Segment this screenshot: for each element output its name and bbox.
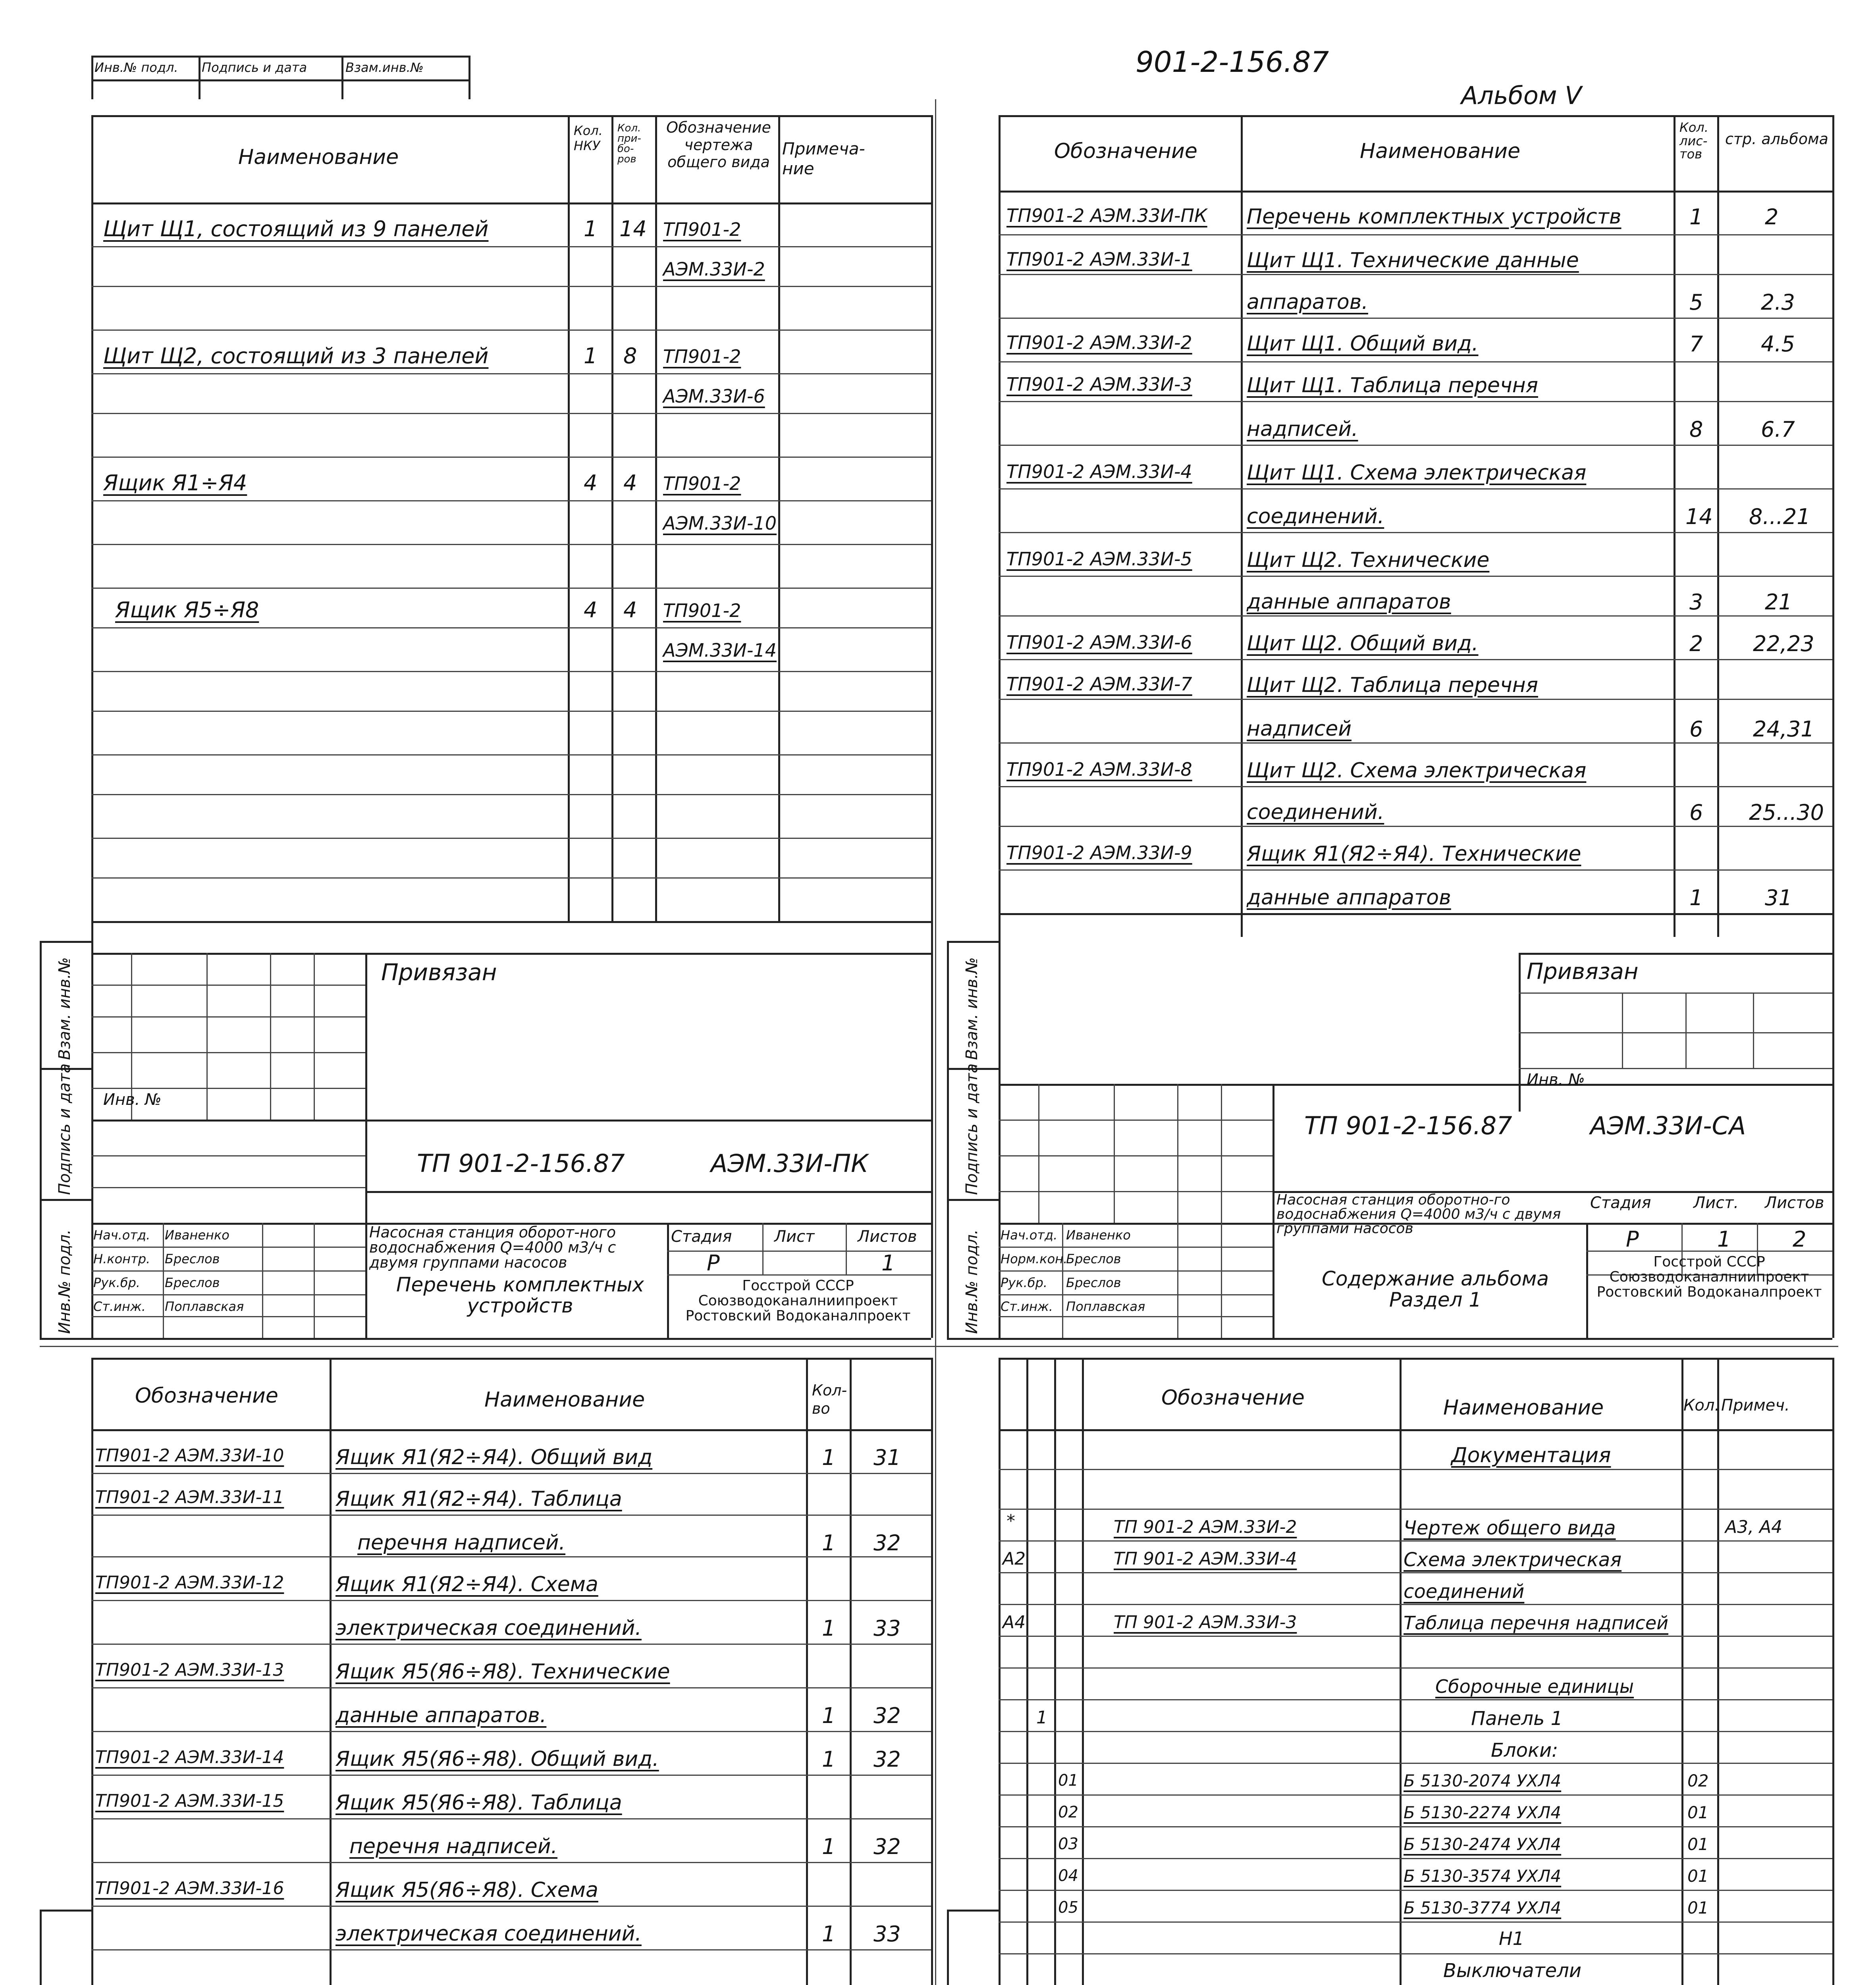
q2-row-name: Щит Щ2. Общий вид.	[1247, 632, 1479, 655]
q3-row-oboz: ТП901-2 АЭМ.33И-12	[95, 1573, 284, 1593]
q2-person-name: Иваненко	[1066, 1228, 1131, 1243]
q2-row-str: 25...30	[1749, 800, 1824, 825]
q1-stage: Р	[707, 1251, 720, 1276]
q2-header-oboz: Обозначение	[1054, 139, 1197, 163]
q4-row-poz: 02	[1058, 1803, 1078, 1821]
q3-row-oboz: ТП901-2 АЭМ.33И-16	[95, 1878, 284, 1898]
q2-header-name: Наименование	[1360, 139, 1521, 163]
q1-row-kol: 4	[584, 470, 598, 495]
q1-row-oboz2: АЭМ.33И-10	[663, 513, 777, 534]
q1-inv: Инв. №	[103, 1091, 162, 1109]
q4-row-kol: 02	[1687, 1771, 1709, 1790]
q2-row-name: Ящик Я1(Я2÷Я4). Технические	[1247, 842, 1581, 866]
q2-sheets-h: Листов	[1765, 1194, 1824, 1212]
q3-header-name: Наименование	[484, 1388, 645, 1412]
q4-row-kol: 01	[1687, 1866, 1709, 1886]
q3-row-kol: 1	[822, 1747, 836, 1772]
q2-row-name: надписей.	[1247, 417, 1358, 441]
q3-row-name: Ящик Я1(Я2÷Я4). Таблица	[335, 1487, 622, 1511]
q4-row-name: Выключатели	[1443, 1960, 1582, 1982]
q2-row-kol: 6	[1689, 717, 1703, 742]
q4-row-name: Панель 1	[1471, 1707, 1563, 1730]
q4-header-name: Наименование	[1443, 1396, 1604, 1420]
q2-row-name: соединений.	[1247, 505, 1384, 528]
q4-row-name: Б 5130-3574 УХЛ4	[1404, 1866, 1562, 1886]
q2-stage: Р	[1626, 1227, 1639, 1252]
q1-sheet	[40, 99, 935, 1346]
q2-row-name: аппаратов.	[1247, 290, 1368, 314]
q2-row-kol: 1	[1689, 885, 1703, 910]
q4-row-poz: 01	[1058, 1771, 1078, 1790]
q2-row-oboz: ТП901-2 АЭМ.33И-6	[1006, 632, 1192, 653]
q4-row-name: Схема электрическая	[1404, 1549, 1622, 1571]
q1-row-kol: 1	[584, 343, 598, 368]
q3-sheet	[40, 1358, 935, 1985]
q3-row-name: электрическая соединений.	[335, 1922, 642, 1946]
q4-row-name: Чертеж общего вида	[1404, 1517, 1616, 1539]
q2-row-oboz: ТП901-2 АЭМ.33И-4	[1006, 461, 1192, 482]
vertical-separator	[935, 99, 936, 1985]
q2-row-oboz: ТП901-2 АЭМ.33И-7	[1006, 673, 1192, 695]
q4-row-prim: А3, А4	[1725, 1517, 1783, 1537]
q3-row-name: Ящик Я5(Я6÷Я8). Технические	[335, 1660, 670, 1684]
q3-row-oboz: ТП901-2 АЭМ.33И-15	[95, 1791, 284, 1811]
q4-row-fmt: А2	[1003, 1549, 1026, 1569]
q1-row-oboz1: ТП901-2	[663, 346, 741, 367]
q2-row-kol: 3	[1689, 590, 1703, 615]
q2-row-str: 2	[1765, 204, 1779, 229]
horizontal-separator	[40, 1346, 1838, 1347]
q4-row-kol: 01	[1687, 1835, 1709, 1854]
document-number: 901-2-156.87	[1136, 45, 1329, 79]
q2-person-name: Поплавская	[1066, 1299, 1145, 1314]
q4-row-oboz: ТП 901-2 АЭМ.33И-2	[1114, 1517, 1297, 1537]
q2-org: Госстрой СССР Союзводоканалниипроект Ростовский Водоканалпроект	[1596, 1254, 1822, 1300]
q2-row-name: Перечень комплектных устройств	[1247, 205, 1621, 229]
q2-row-str: 8...21	[1749, 504, 1810, 529]
q1-person-role: Ст.инж.	[93, 1299, 146, 1314]
q1-row-oboz2: АЭМ.33И-2	[663, 258, 765, 280]
q4-row-poz: 05	[1058, 1898, 1078, 1917]
q4-sheet	[947, 1358, 1836, 1985]
q2-row-str: 4.5	[1761, 331, 1795, 357]
q4-row-kol: 01	[1687, 1898, 1709, 1918]
q4-row-oboz: ТП 901-2 АЭМ.33И-4	[1114, 1549, 1297, 1569]
q2-row-name: данные аппаратов	[1247, 886, 1451, 910]
q2-row-kol: 8	[1689, 417, 1703, 442]
top-left-strip	[91, 56, 469, 99]
q2-row-name: надписей	[1247, 717, 1352, 741]
q3-row-kol: 1	[822, 1834, 836, 1859]
q2-row-kol: 14	[1685, 504, 1713, 529]
q1-side-podpis: Подпись и дата	[56, 1063, 74, 1195]
q2-row-kol: 2	[1689, 631, 1703, 656]
q1-stage-h: Стадия	[671, 1228, 732, 1246]
strip-vzam: Взам.инв.№	[345, 60, 424, 75]
q2-row-str: 22,23	[1753, 631, 1814, 656]
q1-person-role: Н.контр.	[93, 1251, 150, 1266]
album-label: Альбом V	[1461, 81, 1582, 110]
q3-row-oboz: ТП901-2 АЭМ.33И-10	[95, 1445, 284, 1466]
q3-row-n: 32	[873, 1834, 901, 1859]
q3-row-name: Ящик Я5(Я6÷Я8). Общий вид.	[335, 1747, 659, 1771]
q1-row-oboz1: ТП901-2	[663, 600, 741, 621]
q2-stage-h: Стадия	[1590, 1194, 1651, 1212]
q2-person-role: Норм.кон.	[1001, 1251, 1068, 1266]
q4-row-name: Б 5130-2074 УХЛ4	[1404, 1771, 1562, 1790]
q3-row-n: 33	[873, 1616, 901, 1641]
q2-row-name: Щит Щ1. Схема электрическая	[1247, 461, 1587, 485]
q1-side-vzam: Взам. инв.№	[56, 957, 74, 1060]
q4-row-poz: 03	[1058, 1835, 1078, 1853]
strip-inv: Инв.№ подл.	[94, 60, 178, 75]
q3-row-name: данные аппаратов.	[335, 1704, 547, 1727]
q3-row-kol: 1	[822, 1703, 836, 1728]
q4-header-prim: Примеч.	[1721, 1396, 1790, 1415]
q3-row-n: 31	[873, 1445, 901, 1470]
q1-row-name: Щит Щ1, состоящий из 9 панелей	[103, 216, 489, 241]
q1-side-inv: Инв.№ подл.	[56, 1229, 74, 1334]
q1-sheets: 1	[881, 1251, 895, 1276]
q1-doc: ТП 901-2-156.87	[417, 1149, 625, 1178]
q2-row-oboz: ТП901-2 АЭМ.33И-1	[1006, 249, 1192, 270]
q2-row-name: Щит Щ1. Таблица перечня	[1247, 374, 1539, 397]
q1-row-oboz1: ТП901-2	[663, 219, 741, 240]
q3-row-oboz: ТП901-2 АЭМ.33И-11	[95, 1487, 284, 1507]
q3-row-name: электрическая соединений.	[335, 1616, 642, 1640]
q2-person-role: Нач.отд.	[1001, 1228, 1058, 1243]
q2-title: Насосная станция оборотно-го водоснабжения Q=4000 м3/ч с двумя группами насосов	[1276, 1192, 1561, 1237]
q1-person-name: Бреслов	[165, 1275, 220, 1290]
q2-row-kol: 6	[1689, 800, 1703, 825]
q1-header-kolp: Кол. при- бо- ров	[617, 122, 641, 165]
q2-sheet: 1	[1717, 1227, 1731, 1252]
q3-row-name: перечня надписей.	[349, 1835, 558, 1858]
q3-row-n: 32	[873, 1703, 901, 1728]
q4-row-name: соединений	[1404, 1580, 1525, 1603]
q2-header-str: стр. альбома	[1725, 130, 1828, 148]
q4-header-kol: Кол.	[1683, 1396, 1720, 1415]
q3-row-kol: 1	[822, 1921, 836, 1946]
q1-person-role: Рук.бр.	[93, 1275, 140, 1290]
q2-privyazan: Привязан	[1527, 959, 1639, 985]
q1-header-name: Наименование	[238, 145, 399, 169]
q1-name: Перечень комплектных устройств	[396, 1273, 644, 1317]
q2-row-name: Щит Щ1. Общий вид.	[1247, 332, 1479, 356]
q1-person-name: Бреслов	[165, 1251, 220, 1266]
q1-person-name: Поплавская	[165, 1299, 244, 1314]
q1-person-name: Иваненко	[165, 1228, 229, 1243]
q2-side-vzam: Взам. инв.№	[963, 957, 981, 1060]
q2-row-str: 2.3	[1761, 290, 1795, 315]
q3-row-name: Ящик Я5(Я6÷Я8). Схема	[335, 1878, 598, 1902]
q1-row-kol: 1	[584, 216, 598, 241]
q1-person-role: Нач.отд.	[93, 1228, 150, 1243]
q2-sheet-h: Лист.	[1693, 1194, 1739, 1212]
q3-row-kol: 1	[822, 1530, 836, 1555]
q1-row-name: Щит Щ2, состоящий из 3 панелей	[103, 343, 489, 368]
q2-row-str: 24,31	[1753, 717, 1814, 742]
q1-row-oboz1: ТП901-2	[663, 473, 741, 494]
q2-row-name: соединений.	[1247, 800, 1384, 824]
q4-row-poz: 04	[1058, 1867, 1078, 1885]
q3-row-name: Ящик Я1(Я2÷Я4). Схема	[335, 1573, 598, 1596]
q2-person-role: Ст.инж.	[1001, 1299, 1053, 1314]
q1-row-kolp: 8	[623, 343, 637, 368]
q2-sheets: 2	[1793, 1227, 1807, 1252]
q1-row-name: Ящик Я1÷Я4	[103, 470, 247, 495]
q2-side-inv: Инв.№ подл.	[963, 1229, 981, 1334]
q2-sheet	[947, 99, 1836, 1346]
q2-row-oboz: ТП901-2 АЭМ.33И-ПК	[1006, 205, 1207, 226]
q2-name: Содержание альбома Раздел 1	[1322, 1267, 1549, 1311]
q2-row-oboz: ТП901-2 АЭМ.33И-9	[1006, 842, 1192, 863]
q2-row-oboz: ТП901-2 АЭМ.33И-8	[1006, 759, 1192, 780]
q2-person-role: Рук.бр.	[1001, 1275, 1047, 1290]
q4-row-fmt: А4	[1003, 1612, 1026, 1632]
q1-row-oboz2: АЭМ.33И-14	[663, 640, 777, 661]
q2-inv: Инв. №	[1527, 1071, 1585, 1089]
strip-podpis: Подпись и дата	[202, 60, 307, 75]
q3-header-kol: Кол- во	[812, 1382, 847, 1417]
q2-row-kol: 7	[1689, 331, 1703, 357]
q2-person-name: Бреслов	[1066, 1251, 1121, 1266]
q1-privyazan: Привязан	[381, 959, 497, 986]
q2-row-str: 21	[1765, 590, 1792, 615]
q4-section-assembly: Сборочные единицы	[1435, 1676, 1634, 1697]
q3-row-name: Ящик Я5(Я6÷Я8). Таблица	[335, 1791, 622, 1815]
q4-row-name: Блоки:	[1491, 1739, 1558, 1761]
q4-row-name: Б 5130-2274 УХЛ4	[1404, 1803, 1562, 1822]
q1-title: Насосная станция оборот-ного водоснабжения Q=4000 м3/ч с двумя группами насосов	[369, 1224, 616, 1271]
q3-row-name: перечня надписей.	[357, 1531, 566, 1555]
q4-row-name: Б 5130-2474 УХЛ4	[1404, 1835, 1562, 1854]
q2-row-oboz: ТП901-2 АЭМ.33И-2	[1006, 332, 1192, 353]
q4-row-name: Б 5130-3774 УХЛ4	[1404, 1898, 1562, 1918]
q1-row-oboz2: АЭМ.33И-6	[663, 385, 765, 407]
q1-sheets-h: Листов	[858, 1228, 917, 1246]
q2-row-str: 6.7	[1761, 417, 1795, 442]
q3-row-n: 32	[873, 1530, 901, 1555]
q1-row-name: Ящик Я5÷Я8	[115, 597, 259, 622]
q2-row-name: Щит Щ2. Таблица перечня	[1247, 673, 1539, 697]
q1-header-prim: Примеча- ние	[782, 139, 865, 179]
q4-row-kol: 01	[1687, 1803, 1709, 1822]
q3-row-kol: 1	[822, 1616, 836, 1641]
q1-code: АЭМ.33И-ПК	[711, 1149, 869, 1178]
q3-row-oboz: ТП901-2 АЭМ.33И-14	[95, 1747, 284, 1767]
q2-person-name: Бреслов	[1066, 1275, 1121, 1290]
q4-row-name: Н1	[1499, 1928, 1524, 1949]
q2-row-name: данные аппаратов	[1247, 590, 1451, 614]
q4-section-documentation: Документация	[1451, 1443, 1611, 1467]
q4-row-fmt: *	[1006, 1511, 1015, 1531]
q2-doc: ТП 901-2-156.87	[1304, 1111, 1512, 1140]
q3-row-kol: 1	[822, 1445, 836, 1470]
q1-sheet-h: Лист	[774, 1228, 815, 1246]
q4-header-oboz: Обозначение	[1161, 1386, 1305, 1410]
q2-side-podpis: Подпись и дата	[963, 1063, 981, 1195]
q1-header-kol: Кол. НКУ	[574, 123, 603, 154]
q3-row-oboz: ТП901-2 АЭМ.33И-13	[95, 1660, 284, 1680]
q1-row-kolp: 4	[623, 470, 637, 495]
q2-row-oboz: ТП901-2 АЭМ.33И-3	[1006, 374, 1192, 395]
q2-header-kol: Кол. лис- тов	[1679, 120, 1708, 162]
q1-row-kolp: 14	[619, 216, 647, 241]
q3-row-n: 32	[873, 1747, 901, 1772]
q2-row-str: 31	[1765, 885, 1792, 910]
q4-row-oboz: ТП 901-2 АЭМ.33И-3	[1114, 1612, 1297, 1632]
q2-code: АЭМ.33И-СА	[1590, 1111, 1746, 1140]
q1-org: Госстрой СССР Союзводоканалниипроект Ростовский Водоканалпроект	[685, 1278, 911, 1324]
q2-row-name: Щит Щ1. Технические данные	[1247, 249, 1579, 272]
q1-row-kol: 4	[584, 597, 598, 622]
q1-header-oboz: Обозначение чертежа общего вида	[666, 119, 771, 171]
q3-row-name: Ящик Я1(Я2÷Я4). Общий вид	[335, 1445, 653, 1469]
q2-row-oboz: ТП901-2 АЭМ.33И-5	[1006, 548, 1192, 570]
q2-row-kol: 1	[1689, 204, 1703, 229]
q2-row-kol: 5	[1689, 290, 1703, 315]
q3-row-n: 33	[873, 1921, 901, 1946]
q2-row-name: Щит Щ2. Схема электрическая	[1247, 759, 1587, 782]
q2-row-name: Щит Щ2. Технические	[1247, 548, 1490, 572]
q4-row-name: Таблица перечня надписей	[1404, 1612, 1669, 1634]
q4-row-zone: 1	[1036, 1707, 1047, 1728]
q1-row-kolp: 4	[623, 597, 637, 622]
q3-header-oboz: Обозначение	[135, 1384, 278, 1408]
